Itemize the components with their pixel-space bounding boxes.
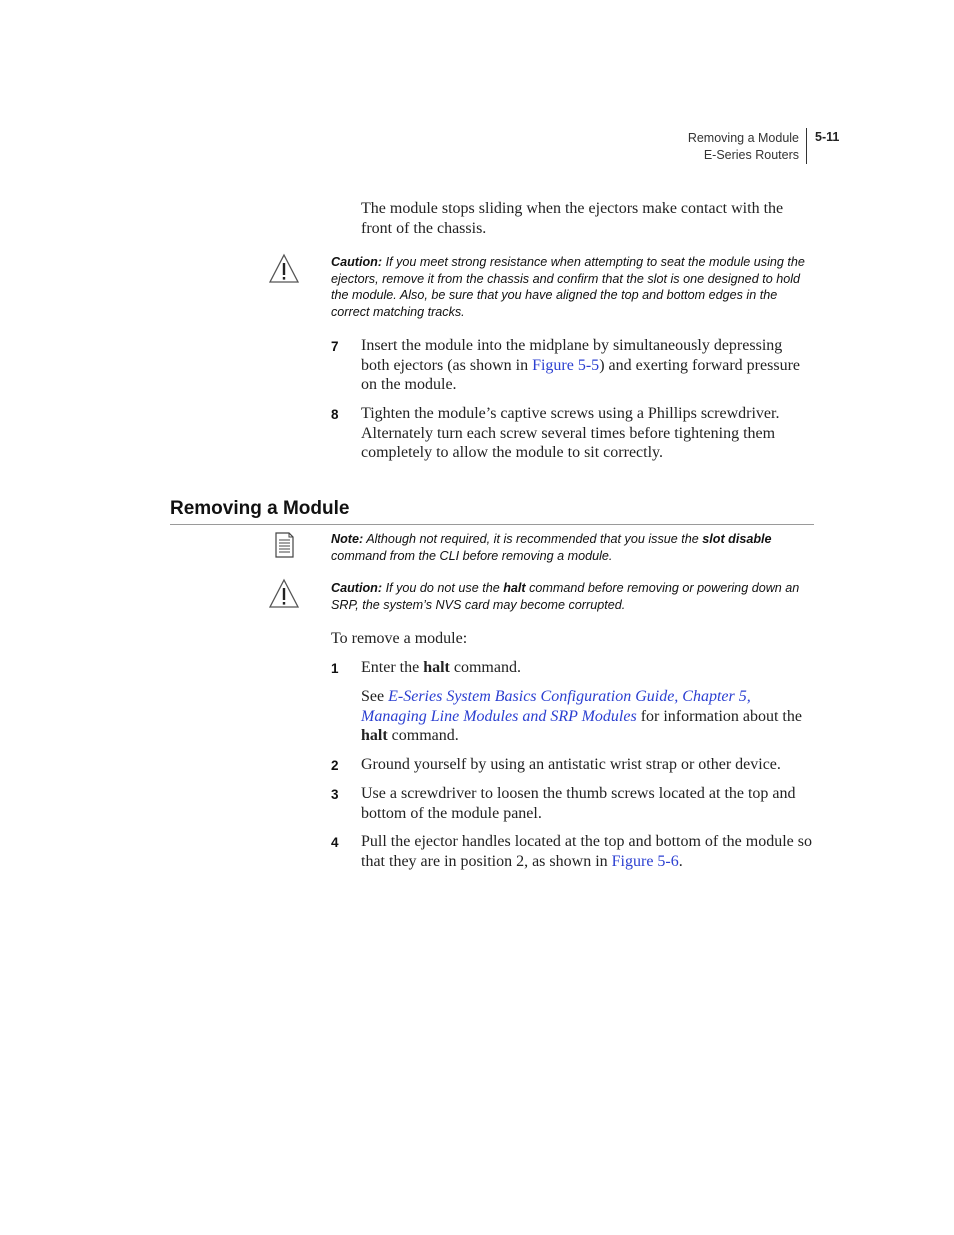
ref-text: See xyxy=(361,688,389,705)
procedure-intro: To remove a module: xyxy=(331,630,468,647)
page-number: 5-11 xyxy=(815,130,840,144)
step-text: Enter the xyxy=(361,659,424,676)
step-text: . xyxy=(678,852,683,870)
caution-label: Caution: xyxy=(331,581,383,595)
command-halt: halt xyxy=(423,659,450,676)
caution-text: If you meet strong resistance when attempting to seat the module using the ejectors, remove it from the chassis and confirm that the slot is one designed to hold the module. Also, be sure that you have aligned the top and bottom edges in the correct matching tracks. xyxy=(331,255,805,319)
step-number: 3 xyxy=(331,787,339,802)
note-document-icon xyxy=(270,530,302,562)
command-slot-disable: slot disable xyxy=(702,532,772,546)
header-book-title: E-Series Routers xyxy=(703,147,799,162)
caution-block-1 xyxy=(331,254,813,320)
warning-triangle-icon xyxy=(268,578,300,610)
intro-paragraph: The module stops sliding when the ejectors make contact with the front of the chassis. xyxy=(361,200,784,237)
step-1-text xyxy=(361,658,811,678)
step-number: 2 xyxy=(331,758,339,773)
ref-text: command. xyxy=(387,727,459,744)
command-halt: halt xyxy=(361,727,388,744)
config-guide-link[interactable]: E-Series System Basics Configuration Guide, Chapter 5, Managing Line Modules and SRP Modules xyxy=(361,688,751,725)
step-number: 8 xyxy=(331,407,339,422)
caution-text: command before removing or powering down an SRP, the system’s NVS card may become corrupted. xyxy=(331,581,800,612)
step-8-text: Tighten the module’s captive screws using a Phillips screwdriver. Alternately turn each screw several times before tightening them completely to allow the module to sit correctly. xyxy=(361,405,780,461)
step-number: 4 xyxy=(331,835,339,850)
figure-5-6-link[interactable]: Figure 5-6 xyxy=(611,852,679,870)
step-text: Insert the module into the midplane by simultaneously depressing both ejectors (as shown in xyxy=(361,337,783,374)
command-halt: halt xyxy=(503,581,526,595)
step-text: Pull the ejector handles located at the top and bottom of the module so that they are in position 2, as shown in xyxy=(361,833,812,870)
step-7-text xyxy=(361,336,813,395)
caution-block-2 xyxy=(331,580,813,613)
step-4-text xyxy=(361,832,813,871)
note-text: Although not required, it is recommended that you issue the xyxy=(366,532,703,546)
figure-5-5-link[interactable]: Figure 5-5 xyxy=(532,356,600,374)
note-label: Note: xyxy=(331,532,364,546)
running-header xyxy=(579,130,799,163)
section-heading: Removing a Module xyxy=(170,498,350,519)
ref-text: for information about the xyxy=(636,707,802,725)
step-1-reference xyxy=(361,687,811,746)
note-text: command from the CLI before removing a module. xyxy=(331,548,613,563)
caution-label: Caution: xyxy=(331,255,383,269)
section-divider xyxy=(170,524,814,525)
header-divider xyxy=(806,128,807,164)
warning-triangle-icon xyxy=(268,253,300,285)
step-number: 7 xyxy=(331,339,339,354)
step-text: ) and exerting forward pressure on the module. xyxy=(361,356,800,393)
step-number: 1 xyxy=(331,661,339,676)
note-block xyxy=(331,531,813,564)
header-section-title: Removing a Module xyxy=(687,131,799,145)
step-2-text: Ground yourself by using an antistatic wrist strap or other device. xyxy=(361,756,781,773)
step-text: command. xyxy=(449,659,521,676)
caution-text: If you do not use the xyxy=(385,581,504,595)
step-3-text: Use a screwdriver to loosen the thumb screws located at the top and bottom of the module panel. xyxy=(361,785,796,822)
